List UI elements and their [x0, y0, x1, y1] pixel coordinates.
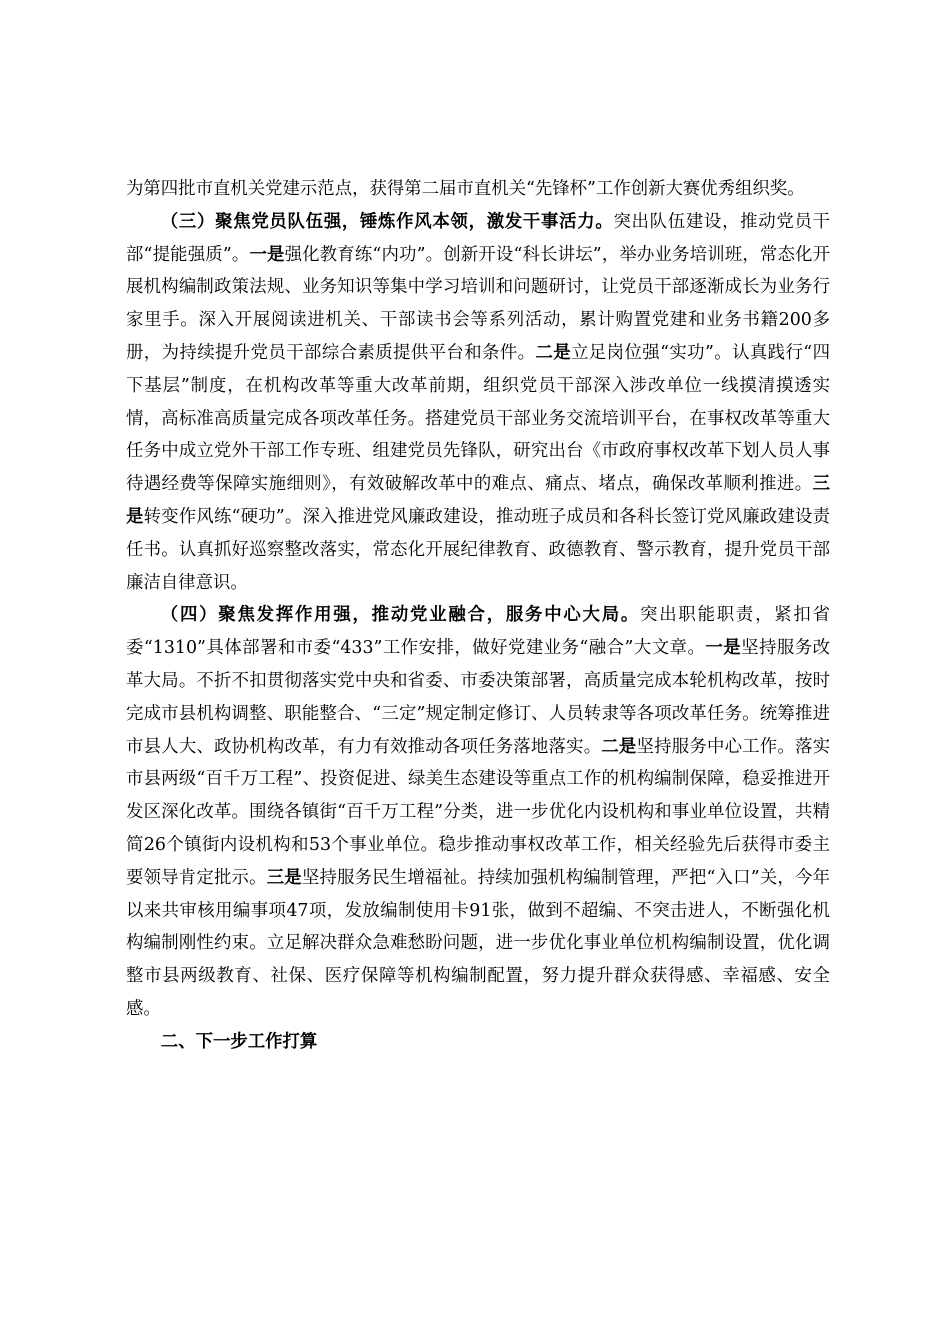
section-three-text-2: 强化教育练“内功”。创新开设“科长讲坛”，举办业务培训班，常态化开展机构编制政策法规、业务知识等集中学习培训和问题研讨，让党员干部逐渐成长为业务行家里手。深入开展阅读进机关、干部读书会等系列活动，累计购置党建和业务书籍200多册，为持续提升党员干部综合素质提供平台和条件。	[126, 244, 830, 363]
section-three-lead: （三）聚焦党员队伍强，锤炼作风本领，激发干事活力。	[160, 211, 614, 232]
section-four-text-3: 坚持服务中心工作。落实市县两级“百千万工程”、投资促进、绿美生态建设等重点工作的机构编制保障，稳妥推进开发区深化改革。围绕各镇街“百千万工程”分类，进一步优化内设机构和事业单位设置，共精简26个镇街内设机构和53个事业单位。稳步推动事权改革工作，相关经验先后获得市委主要领导肯定批示。	[126, 736, 830, 888]
section-four-lead: （四）聚焦发挥作用强，推动党业融合，服务中心大局。	[160, 605, 641, 626]
paragraph-section-four	[126, 599, 830, 1025]
heading-text: 二、下一步工作打算	[160, 1031, 318, 1052]
section-three-text-1: 突出队伍建设，推动党员干部“提能强质”。	[126, 211, 830, 265]
heading-next-steps	[126, 1026, 830, 1059]
section-three-keyword-2: 二是	[535, 342, 572, 363]
section-three-text-3: 立足岗位强“实功”。认真践行“四下基层”制度，在机构改革等重大改革前期，组织党员干部深入涉改单位一线摸清摸透实情，高标准高质量完成各项改革任务。搭建党员干部业务交流培训平台，在事权改革等重大任务中成立党外干部工作专班、组建党员先锋队，研究出台《市政府事权改革下划人员人事待遇经费等保障实施细则》，有效破解改革中的难点、痛点、堵点，确保改革顺利推进。	[126, 342, 830, 495]
section-four-keyword-2: 二是	[601, 736, 637, 757]
paragraph-section-three	[126, 206, 830, 600]
paragraph-continuation	[126, 173, 830, 206]
document-body	[126, 173, 830, 1059]
section-four-keyword-3: 三是	[266, 867, 302, 888]
section-three-keyword-1: 一是	[249, 244, 285, 265]
paragraph-text: 为第四批市直机关党建示范点，获得第二届市直机关“先锋杯”工作创新大赛优秀组织奖。	[126, 179, 805, 199]
section-three-text-4: 转变作风练“硬功”。深入推进党风廉政建设，推动班子成员和各科长签订党风廉政建设责任书。认真抓好巡察整改落实，常态化开展纪律教育、政德教育、警示教育，提升党员干部廉洁自律意识。	[126, 506, 830, 593]
section-four-text-4: 坚持服务民生增福祉。持续加强机构编制管理，严把“入口”关，今年以来共审核用编事项47项，发放编制使用卡91张，做到不超编、不突击进人，不断强化机构编制刚性约束。立足解决群众急难愁盼问题，进一步优化事业单位机构编制设置，优化调整市县两级教育、社保、医疗保障等机构编制配置，努力提升群众获得感、幸福感、安全感。	[126, 867, 830, 1019]
section-four-keyword-1: 一是	[705, 638, 742, 659]
section-four-text-2: 坚持服务改革大局。不折不扣贯彻落实党中央和省委、市委决策部署，高质量完成本轮机构改革，按时完成市县机构调整、职能整合、“三定”规定制定修订、人员转隶等各项改革任务。统筹推进市县人大、政协机构改革，有力有效推动各项任务落地落实。	[126, 638, 830, 757]
section-three-keyword-3: 三是	[126, 474, 830, 527]
section-four-text-1: 突出职能职责，紧扣省委“1310”具体部署和市委“433”工作安排，做好党建业务“融合”大文章。	[126, 605, 830, 659]
